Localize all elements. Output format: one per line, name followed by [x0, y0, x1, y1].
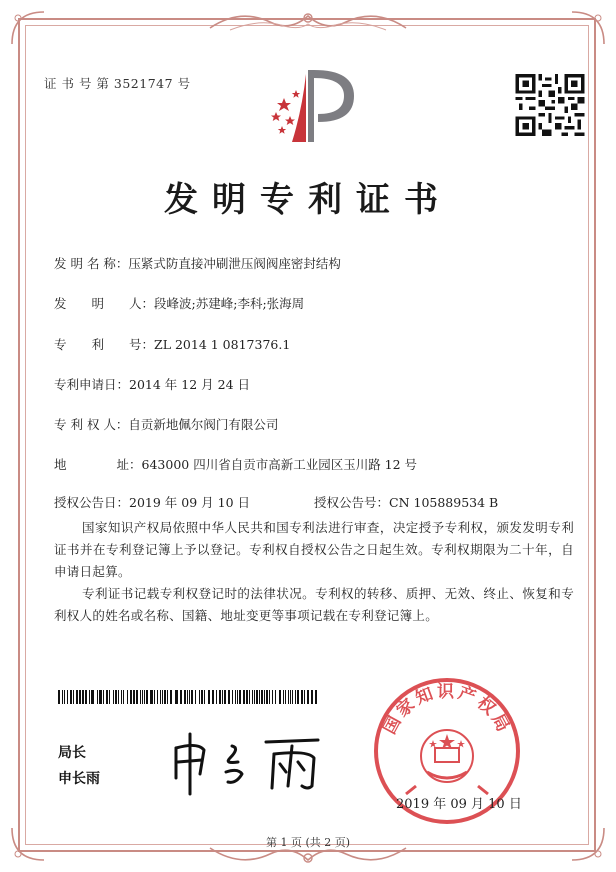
- field-address: [54, 455, 417, 473]
- certificate-number: [44, 74, 191, 92]
- field-label: 授权公告日：: [54, 495, 130, 510]
- director-title: 局长: [58, 745, 86, 761]
- field-patent-number: [54, 335, 290, 353]
- page-title: 发明专利证书: [164, 180, 452, 220]
- field-value: 段峰波;苏建峰;李科;张海周: [154, 296, 305, 311]
- field-inventors: [54, 294, 304, 312]
- body-paragraph: 国家知识产权局依照中华人民共和国专利法进行审查，决定授予专利权，颁发发明专利证书并在专利登记簿上予以登记。专利权自授权公告之日起生效。专利权期限为二十年，自申请日起算。: [54, 520, 574, 579]
- field-value: 自贡新地佩尔阀门有限公司: [128, 417, 279, 432]
- field-value: ZL 2014 1 0817376.1: [154, 337, 291, 352]
- field-label: 授权公告号：: [314, 495, 390, 510]
- field-grant-number: [314, 493, 498, 511]
- field-value: 2014 年 12 月 24 日: [129, 377, 251, 392]
- field-label: 发 明 人：: [54, 296, 155, 311]
- field-value: 643000 四川省自贡市高新工业园区玉川路 12 号: [141, 457, 418, 472]
- qr-code-icon: [515, 74, 585, 136]
- certificate-number-label: 证 书 号 第: [44, 76, 110, 91]
- corner-ornament-icon: [8, 8, 48, 48]
- field-label: 专 利 号：: [54, 337, 155, 352]
- director-name: 申长雨: [58, 771, 100, 787]
- field-patentee: [54, 415, 278, 433]
- field-application-date: [54, 375, 250, 393]
- field-label: 专利申请日：: [54, 377, 130, 392]
- seal-text: 国家知识产权局: [379, 682, 515, 738]
- certificate-number-value: 3521747: [113, 76, 174, 91]
- field-value: 压紧式防直接冲刷泄压阀阀座密封结构: [128, 256, 341, 271]
- body-paragraph: 专利证书记载专利权登记时的法律状况。专利权的转移、质押、无效、终止、恢复和专利权人的姓名或名称、国籍、地址变更等事项记载在专利登记簿上。: [54, 586, 574, 623]
- page-number: 第 1 页 (共 2 页): [265, 836, 351, 849]
- field-value: CN 105889534 B: [389, 495, 499, 510]
- corner-ornament-icon: [568, 8, 608, 48]
- field-grant-date: [54, 493, 250, 511]
- certificate-number-suffix: 号: [177, 76, 191, 91]
- field-label: 专 利 权 人：: [54, 417, 129, 432]
- barcode-icon: [58, 690, 318, 704]
- director-signature-icon: [168, 728, 328, 798]
- field-value: 2019 年 09 月 10 日: [129, 495, 251, 510]
- field-label: 发 明 名 称：: [54, 256, 129, 271]
- top-ornament-icon: [200, 6, 416, 36]
- field-invention-name: [54, 254, 341, 272]
- seal-date: 2019 年 09 月 10 日: [396, 797, 522, 812]
- field-label: 地 址：: [54, 457, 142, 472]
- patent-office-logo-icon: [262, 60, 362, 150]
